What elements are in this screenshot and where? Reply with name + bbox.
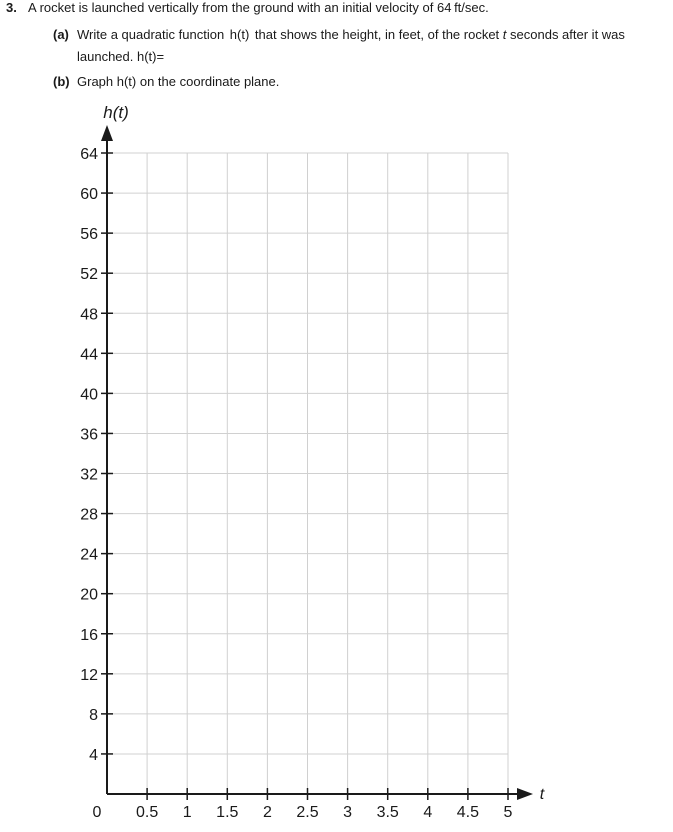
x-tick-label: 2 — [262, 804, 272, 821]
x-tick-label: 5 — [503, 804, 513, 821]
x-tick-label: 1 — [182, 804, 192, 821]
x-tick-label: 0 — [92, 804, 102, 821]
y-tick-label: 4 — [89, 746, 98, 764]
x-tick-label: 4 — [423, 804, 433, 821]
part-b-label: (b) — [53, 74, 70, 89]
part-b-text-after: on the coordinate plane. — [136, 74, 280, 89]
stem-text: A rocket is launched vertically from the ground with an initial velocity of — [28, 0, 437, 15]
x-tick-label: 3 — [343, 804, 353, 821]
part-a-text-before: Write a quadratic function — [77, 27, 228, 42]
x-axis-ticks — [93, 788, 513, 821]
x-axis-arrow — [517, 788, 533, 800]
y-tick-label: 40 — [80, 386, 98, 404]
y-tick-label: 56 — [80, 226, 98, 244]
y-axis-arrow — [101, 125, 113, 141]
y-tick-label: 12 — [80, 666, 98, 684]
part-a-label: (a) — [53, 27, 69, 42]
part-a-text-after: that shows the height, in feet, of the rocket — [251, 27, 503, 42]
x-tick-label: 0.5 — [135, 804, 159, 821]
x-axis-title: t — [539, 786, 545, 803]
velocity-value: 64 — [436, 0, 452, 15]
y-tick-label: 48 — [80, 306, 98, 324]
x-tick-label: 2.5 — [296, 804, 319, 821]
y-tick-label: 20 — [80, 586, 98, 604]
y-tick-label: 44 — [80, 346, 98, 364]
y-axis-title: h(t) — [103, 103, 129, 122]
x-tick-label: 3.5 — [376, 804, 399, 821]
question-number: 3. — [6, 0, 17, 15]
y-tick-label: 8 — [89, 706, 98, 724]
grid — [107, 153, 508, 794]
y-tick-label: 24 — [80, 546, 98, 564]
part-b-text-before: Graph — [77, 74, 117, 89]
part-b-function-name: h(t) — [116, 74, 137, 89]
y-tick-label: 36 — [80, 426, 98, 444]
x-tick-label: 1.5 — [216, 804, 239, 821]
part-a-line2-text: launched. h(t)= — [77, 49, 165, 64]
y-tick-label: 52 — [80, 266, 98, 284]
y-tick-label: 32 — [80, 466, 98, 484]
x-tick-label: 4.5 — [456, 804, 480, 821]
part-a-text-end: seconds after it was — [506, 27, 625, 42]
y-tick-label: 16 — [80, 626, 98, 644]
y-axis-ticks — [80, 146, 113, 764]
y-tick-label: 64 — [80, 146, 98, 163]
part-a-variable: t — [502, 27, 507, 42]
y-tick-label: 60 — [80, 186, 98, 204]
stem-end: . — [485, 0, 489, 15]
part-a-function-name: h(t) — [229, 27, 250, 42]
y-tick-label: 28 — [80, 506, 98, 524]
velocity-unit: ft/sec — [454, 0, 486, 15]
